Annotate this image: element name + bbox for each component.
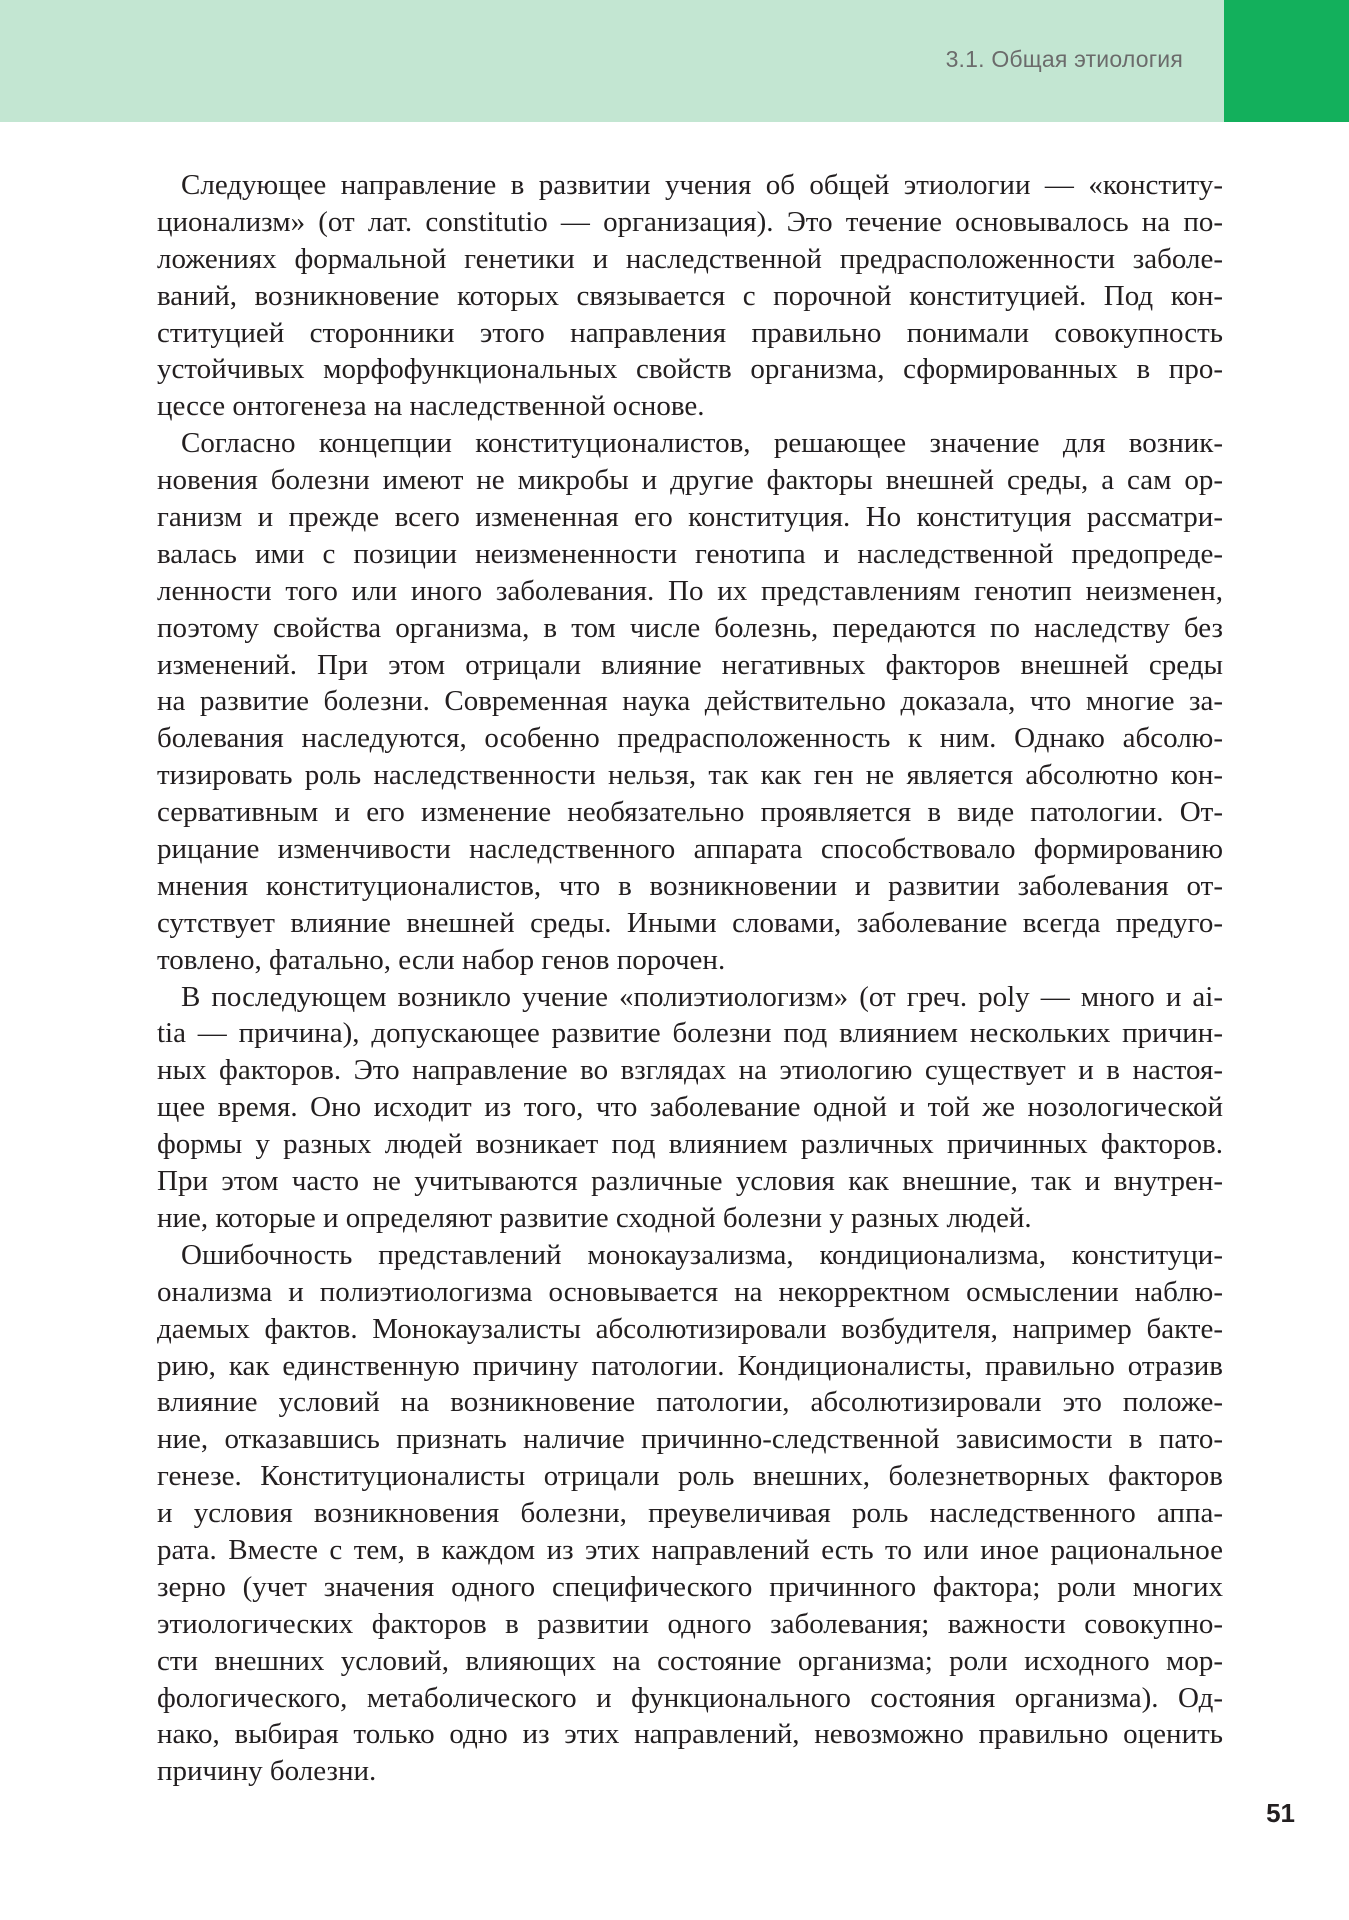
text-line: болевания наследуются, особенно предрасположенность к ним. Однако абсолю-	[157, 722, 1223, 755]
text-line: Ошибочность представлений монокаузализма, кондиционализма, конституци-	[181, 1238, 1223, 1271]
text-line: генезе. Конституционалисты отрицали роль внешних, болезнетворных факторов	[157, 1460, 1223, 1493]
text-line: ционализм» (от лат. constitutio — организация). Это течение основывалось на по-	[157, 205, 1223, 238]
page-number: 51	[1266, 1798, 1295, 1828]
text-line: даемых фактов. Монокаузалисты абсолютизировали возбудителя, например бакте-	[157, 1312, 1223, 1345]
text-line: на развитие болезни. Современная наука действительно доказала, что многие за-	[157, 685, 1223, 718]
text-line: цессе онтогенеза на наследственной основе.	[157, 390, 705, 423]
running-head: 3.1. Общая этиология	[945, 46, 1183, 72]
text-line: щее время. Оно исходит из того, что заболевание одной и той же нозологической	[157, 1091, 1223, 1124]
text-line: поэтому свойства организма, в том числе болезнь, передаются по наследству без	[157, 611, 1223, 644]
text-line: формы у разных людей возникает под влиянием различных причинных факторов.	[157, 1128, 1223, 1161]
body-text	[157, 167, 1223, 1790]
text-line: Согласно концепции конституционалистов, решающее значение для возник-	[181, 427, 1223, 460]
text-line: ние, которые и определяют развитие сходной болезни у разных людей.	[157, 1201, 1032, 1234]
text-line: влияние условий на возникновение патологии, абсолютизировали это положе-	[157, 1386, 1223, 1419]
text-line: ганизм и прежде всего измененная его конституция. Но конституция рассматри-	[157, 501, 1223, 534]
text-line: В последующем возникло учение «полиэтиологизм» (от греч. poly — много и ai-	[181, 980, 1223, 1013]
text-line: фологического, метаболического и функционального состояния организма). Од-	[157, 1681, 1223, 1714]
text-line: сутствует влияние внешней среды. Иными словами, заболевание всегда предуго-	[157, 906, 1223, 939]
text-line: нако, выбирая только одно из этих направлений, невозможно правильно оценить	[157, 1718, 1223, 1751]
text-line: валась ими с позиции неизмененности генотипа и наследственной предопреде-	[157, 537, 1223, 570]
text-line: тизировать роль наследственности нельзя, так как ген не является абсолютно кон-	[157, 759, 1223, 792]
text-line: ституцией сторонники этого направления правильно понимали совокупность	[157, 316, 1223, 349]
text-line: этиологических факторов в развитии одного заболевания; важности совокупно-	[157, 1607, 1223, 1640]
text-line: товлено, фатально, если набор генов порочен.	[157, 943, 726, 976]
text-line: ние, отказавшись признать наличие причинно-следственной зависимости в пато-	[157, 1423, 1223, 1456]
text-line: сти внешних условий, влияющих на состояние организма; роли исходного мор-	[157, 1644, 1223, 1677]
text-line: зерно (учет значения одного специфического причинного фактора; роли многих	[157, 1570, 1223, 1603]
text-line: При этом часто не учитываются различные условия как внешние, так и внутрен-	[157, 1165, 1223, 1198]
text-line: онализма и полиэтиологизма основывается на некорректном осмыслении наблю-	[157, 1275, 1223, 1308]
text-line: Следующее направление в развитии учения об общей этиологии — «конститу-	[181, 169, 1223, 201]
text-line: сервативным и его изменение необязательно проявляется в виде патологии. От-	[157, 796, 1223, 829]
text-line: ваний, возникновение которых связывается с порочной конституцией. Под кон-	[157, 279, 1223, 312]
text-line: новения болезни имеют не микробы и другие факторы внешней среды, а сам ор-	[157, 464, 1223, 497]
text-line: причину болезни.	[157, 1755, 377, 1788]
text-line: ленности того или иного заболевания. По их представлениям генотип неизменен,	[157, 574, 1223, 607]
text-line: и условия возникновения болезни, преувеличивая роль наследственного аппа-	[157, 1497, 1223, 1530]
text-line: устойчивых морфофункциональных свойств организма, сформированных в про-	[157, 353, 1223, 386]
text-line: изменений. При этом отрицали влияние негативных факторов внешней среды	[157, 648, 1223, 681]
text-line: мнения конституционалистов, что в возникновении и развитии заболевания от-	[157, 869, 1223, 902]
text-line: рата. Вместе с тем, в каждом из этих направлений есть то или иное рациональное	[157, 1533, 1223, 1566]
text-line: рицание изменчивости наследственного аппарата способствовало формированию	[157, 833, 1223, 866]
header-tab	[1224, 0, 1349, 122]
text-line: ложениях формальной генетики и наследственной предрасположенности заболе-	[157, 242, 1223, 275]
text-line: ных факторов. Это направление во взглядах на этиологию существует и в настоя-	[157, 1054, 1223, 1087]
text-line: tia — причина), допускающее развитие болезни под влиянием нескольких причин-	[157, 1017, 1223, 1050]
text-line: рию, как единственную причину патологии. Кондиционалисты, правильно отразив	[157, 1349, 1223, 1382]
